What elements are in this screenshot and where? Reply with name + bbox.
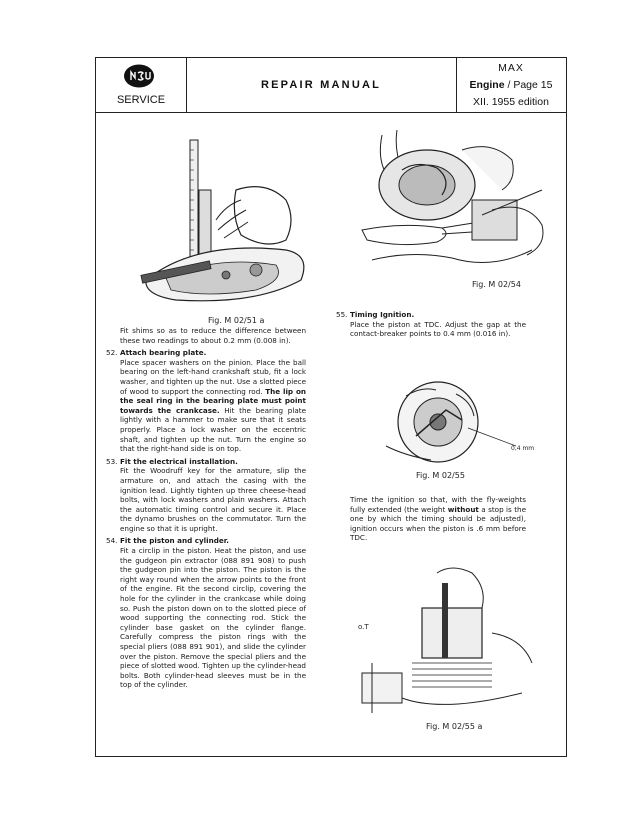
step-number: 55. [336,310,348,319]
edition-label: XII. 1955 edition [473,96,549,108]
page-number: / Page 15 [507,79,553,91]
header-info-cell [456,58,566,112]
figure-contact-breaker [376,376,536,468]
figure-flywheel-hands [342,130,552,280]
step-text-a: Place spacer washers on the pinion. Place the ball bearing on the left-hand crankshaft stub, fit a lock washer, and tighten up the nut. Use a slotted piece of wood to support the connecting rod. [120,357,306,396]
step-number: 54. [106,536,118,546]
left-column-text [106,326,306,690]
tdc-label: o.T [358,623,369,631]
figure-caption: Fig. M 02/51 a [208,316,265,325]
section-label: Engine [469,79,505,91]
figure-cylinder-fitting [342,563,542,718]
service-label: SERVICE [116,94,166,106]
step-text: Fit a circlip in the piston. Heat the piston, and use the gudgeon pin extractor (088 891 908) to push the gudgeon pin into the piston. The piston is the right way round when the arrow points to the front of the engine. Fit the second circlip, covering the hole for the cylinder in the crankcase while doing so. Push the piston down on to the slotted piece of wood supporting the connecting rod. Stick the cylinder base gasket on the cylinder flange. Carefully compress the piston rings with the special pliers (088 891 901), and slide the cylinder over the piston. Remove the special pliers and the piece of slotted wood. Tighten up the cylinder-head bolts. Both cylinder-head sleeves must be in the top of the cylinder. [120,546,306,690]
step-number: 53. [106,456,118,466]
header-service-cell [96,58,187,112]
step-52 [106,348,306,454]
step-55-item [336,310,526,339]
step-heading: Timing Ignition. [350,310,415,319]
timing-text-b: a stop is the one by which the timing should be adjusted), ignition occurs when the piston is .6 mm before TDC. [350,504,526,543]
figure-depth-gauge [136,130,316,310]
step-text: Fit the Woodruff key for the armature, slip the armature on, and attach the casing with the ignition lead. Lightly tighten up three cheese-head bolts, with lock washers and plain washers. Attach the automatic timing control and secure it. Place the dynamo brushes on the commutator. Turn the engine so that it is upright. [120,466,306,533]
timing-paragraph [350,495,526,543]
step-heading: Fit the electrical installation. [120,456,238,466]
section-page-label [456,79,566,91]
intro-paragraph: Fit shims so as to reduce the difference between these two readings to about 0.2 mm (0.008 in). [120,326,306,345]
step-55 [336,310,526,339]
step-number: 52. [106,348,118,358]
manual-page [95,57,567,757]
step-heading: Attach bearing plate. [120,348,207,358]
figure-caption: Fig. M 02/54 [472,280,521,289]
step-text-b: Hit the bearing plate lightly with a hammer to make sure that it seats properly. Place a lock washer on the eccentric shaft, and tighten up the nut. Turn the engine so that the right-hand side is on top. [120,405,306,454]
step-heading: Fit the piston and cylinder. [120,536,229,546]
manual-title: REPAIR MANUAL [260,79,382,91]
timing-text-bold: without [447,504,479,514]
header-title-cell [186,58,457,112]
step-text-bold: The lip on the seal ring in the bearing plate must point towards the crankcase. [120,386,306,415]
step-54 [106,536,306,690]
timing-text-a: Time the ignition so that, with the fly-weights fully extended (the weight [350,495,526,514]
page-header [96,58,566,113]
model-label: MAX [498,62,524,74]
step-text [120,358,306,454]
figure-caption: Fig. M 02/55 a [426,722,483,731]
figure-caption: Fig. M 02/55 [416,471,465,480]
nsu-logo-icon [122,63,156,89]
timing-text [350,495,526,543]
step-text: Place the piston at TDC. Adjust the gap at the contact-breaker points to 0.4 mm (0.016 in). [350,319,526,339]
step-53 [106,457,306,534]
gap-label: 0,4 mm [511,445,535,452]
